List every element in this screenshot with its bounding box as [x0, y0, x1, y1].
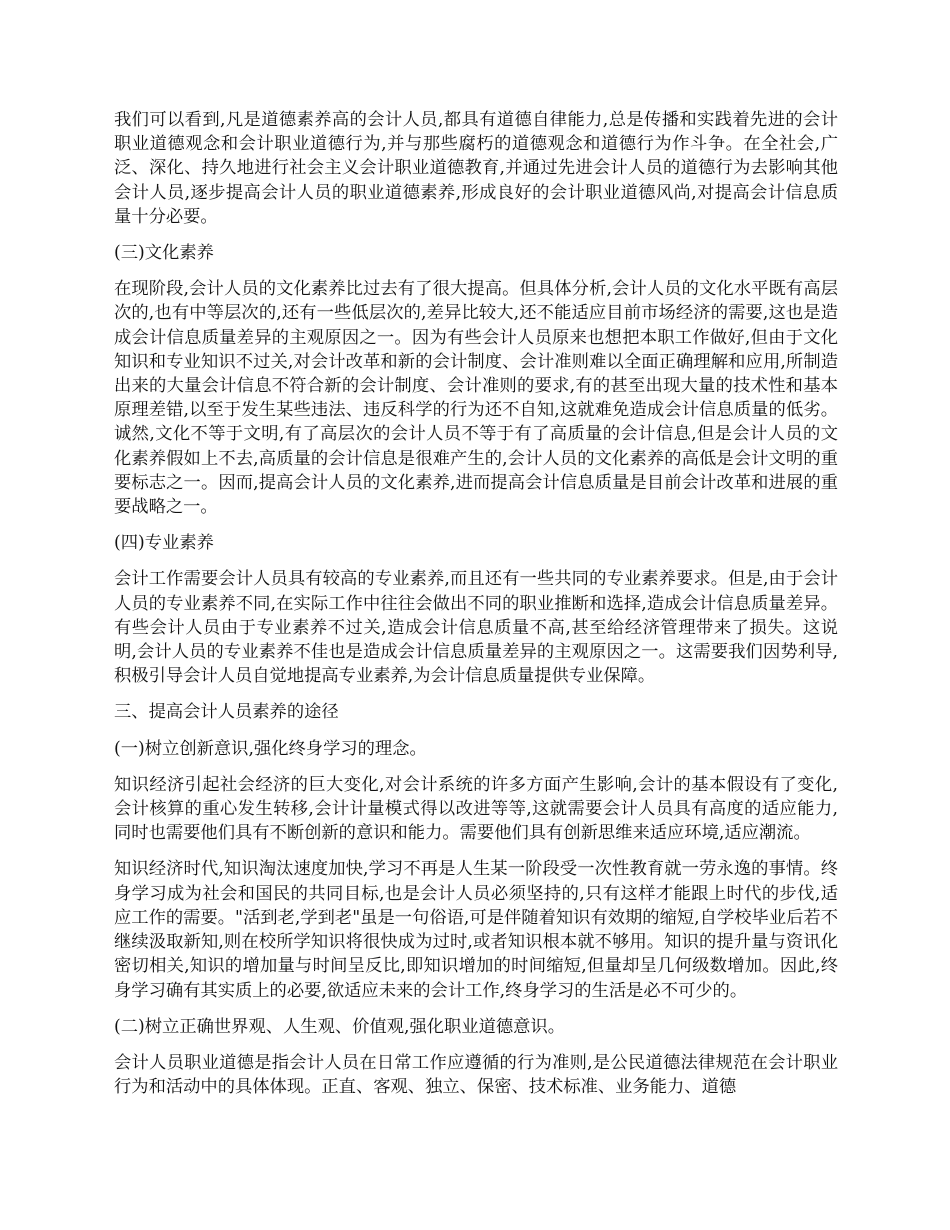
heading-section-three: 三、提高会计人员素养的途径: [114, 702, 339, 723]
paragraph-professional-literacy: 会计工作需要会计人员具有较高的专业素养,而且还有一些共同的专业素养要求。但是,由于会计人员的专业素养不同,在实际工作中往往会做出不同的职业推断和选择,造成会计信息质量差异。有些会计人员由于专业素养不过关,造成会计信息质量不高,甚至给经济管理带来了损失。这说明,会计人员的专业素养不佳也是造成会计信息质量差异的主观原因之一。这需要我们因势利导,积极引导会计人员自觉地提高专业素养,为会计信息质量提供专业保障。: [114, 569, 838, 687]
heading-innovation: (一)树立创新意识,强化终身学习的理念。: [114, 738, 427, 759]
paragraph-professional-ethics: 会计人员职业道德是指会计人员在日常工作应遵循的行为准则,是公民道德法律规范在会计职业行为和活动中的具体体现。正直、客观、独立、保密、技术标准、业务能力、道德: [114, 1052, 838, 1098]
heading-cultural-literacy: (三)文化素养: [114, 243, 214, 264]
heading-worldview: (二)树立正确世界观、人生观、价值观,强化职业道德意识。: [114, 1016, 566, 1037]
heading-professional-literacy: (四)专业素养: [114, 533, 214, 554]
paragraph-lifelong-learning: 知识经济时代,知识淘汰速度加快,学习不再是人生某一阶段受一次性教育就一劳永逸的事情。终身学习成为社会和国民的共同目标,也是会计人员必须坚持的,只有这样才能跟上时代的步伐,适应工作的需要。"活到老,学到老"虽是一句俗语,可是伴随着知识有效期的缩短,自学校毕业后若不继续汲取新知,则在校所学知识将很快成为过时,或者知识根本就不够用。知识的提升量与资讯化密切相关,知识的增加量与时间呈反比,即知识增加的时间缩短,但量却呈几何级数增加。因此,终身学习确有其实质上的必要,欲适应未来的会计工作,终身学习的生活是必不可少的。: [114, 859, 838, 1001]
paragraph-moral-influence: 我们可以看到,凡是道德素养高的会计人员,都具有道德自律能力,总是传播和实践着先进的会计职业道德观念和会计职业道德行为,并与那些腐朽的道德观念和道德行为作斗争。在全社会,广泛、深化、持久地进行社会主义会计职业道德教育,并通过先进会计人员的道德行为去影响其他会计人员,逐步提高会计人员的职业道德素养,形成良好的会计职业道德风尚,对提高会计信息质量十分必要。: [114, 110, 838, 227]
paragraph-cultural-literacy: 在现阶段,会计人员的文化素养比过去有了很大提高。但具体分析,会计人员的文化水平既有高层次的,也有中等层次的,还有一些低层次的,差异比较大,还不能适应目前市场经济的需要,这也是造成会计信息质量差异的主观原因之一。因为有些会计人员原来也想把本职工作做好,但由于文化知识和专业知识不过关,对会计改革和新的会计制度、会计准则难以全面正确理解和应用,所制造出来的大量会计信息不符合新的会计制度、会计准则的要求,有的甚至出现大量的技术性和基本原理差错,以至于发生某些违法、违反科学的行为还不自知,这就难免造成会计信息质量的低劣。诚然,文化不等于文明,有了高层次的会计人员不等于有了高质量的会计信息,但是会计人员的文化素养假如上不去,高质量的会计信息是很难产生的,会计人员的文化素养的高低是会计文明的重要标志之一。因而,提高会计人员的文化素养,进而提高会计信息质量是目前会计改革和进展的重要战略之一。: [114, 279, 838, 518]
paragraph-knowledge-economy: 知识经济引起社会经济的巨大变化,对会计系统的许多方面产生影响,会计的基本假设有了变化,会计核算的重心发生转移,会计计量模式得以改进等等,这就需要会计人员具有高度的适应能力,同时也需要他们具有不断创新的意识和能力。需要他们具有创新思维来适应环境,适应潮流。: [114, 774, 838, 844]
